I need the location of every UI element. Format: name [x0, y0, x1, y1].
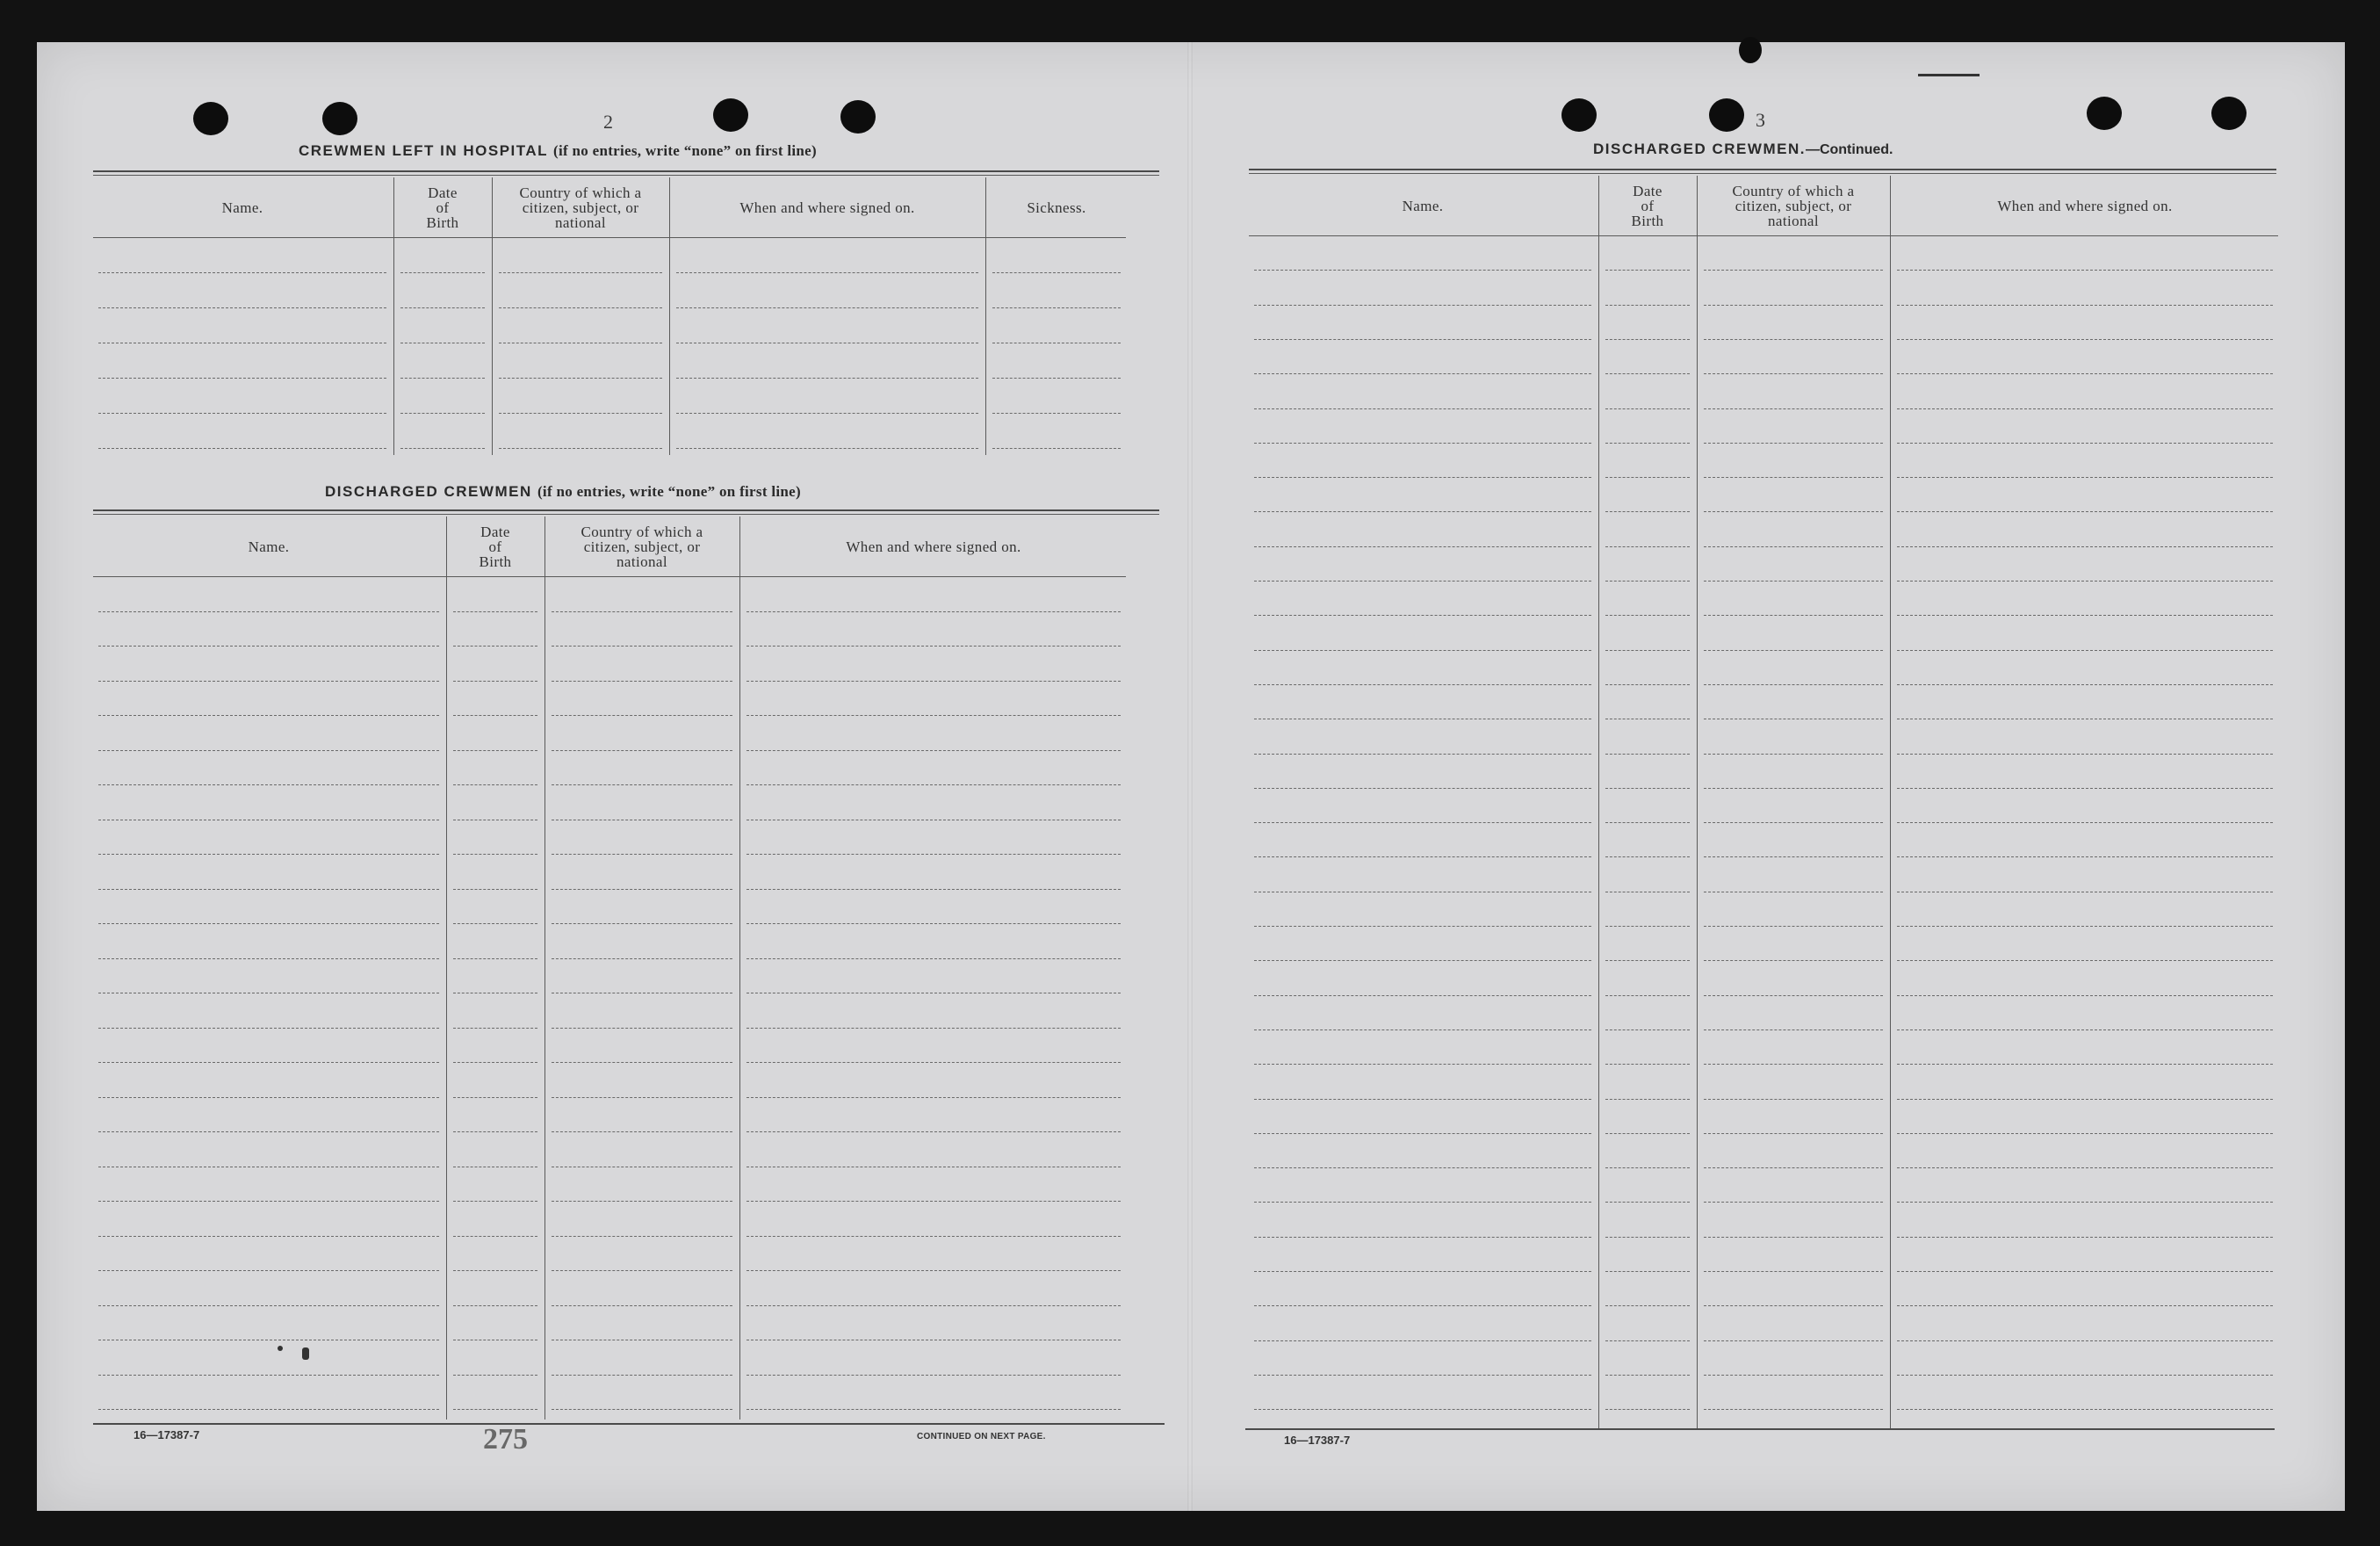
entry-line	[552, 1375, 732, 1376]
entry-line	[453, 1236, 537, 1237]
entry-line	[1605, 1133, 1690, 1134]
entry-line	[1897, 822, 2273, 823]
entry-line	[992, 413, 1121, 414]
entry-line	[1254, 1202, 1591, 1203]
entry-line	[1704, 960, 1883, 961]
entry-line	[1605, 1271, 1690, 1272]
entry-line	[1605, 408, 1690, 409]
entry-line	[499, 448, 662, 449]
entry-line	[1254, 511, 1591, 512]
entry-line	[400, 413, 485, 414]
entry-line	[1704, 1305, 1883, 1306]
entry-line	[1605, 1029, 1690, 1030]
entry-line	[746, 611, 1121, 612]
entry-line	[1897, 995, 2273, 996]
entry-line	[1605, 960, 1690, 961]
entry-line	[98, 1062, 439, 1063]
entry-line	[1704, 1202, 1883, 1203]
entry-line	[1605, 684, 1690, 685]
entry-line	[1605, 1409, 1690, 1410]
continued-note: CONTINUED ON NEXT PAGE.	[917, 1432, 1046, 1441]
entry-line	[1254, 1167, 1591, 1168]
entry-line	[746, 715, 1121, 716]
entry-line	[746, 1409, 1121, 1410]
entry-line	[746, 889, 1121, 890]
entry-line	[746, 646, 1121, 647]
entry-line	[1605, 856, 1690, 857]
entry-line	[1897, 581, 2273, 582]
discharged-title-text: DISCHARGED CREWMEN	[325, 483, 532, 500]
entry-line	[1605, 788, 1690, 789]
column-divider	[1697, 176, 1698, 1428]
entry-line	[1254, 1099, 1591, 1100]
column-header: When and where signed on.	[1997, 197, 2173, 214]
entry-line	[1897, 546, 2273, 547]
edge-notch	[1739, 37, 1762, 63]
entry-line	[400, 307, 485, 308]
entry-line	[1254, 477, 1591, 478]
entry-line	[1704, 305, 1883, 306]
entry-line	[1254, 788, 1591, 789]
entry-line	[676, 378, 978, 379]
entry-line	[552, 1131, 732, 1132]
entry-line	[1897, 650, 2273, 651]
entry-line	[98, 378, 386, 379]
entry-line	[453, 611, 537, 612]
entry-line	[1704, 1237, 1883, 1238]
entry-line	[1704, 1133, 1883, 1134]
discharged-section-title	[325, 483, 801, 501]
entry-line	[1254, 1305, 1591, 1306]
entry-line	[1254, 1340, 1591, 1341]
punch-hole	[1561, 98, 1597, 132]
entry-line	[552, 1062, 732, 1063]
entry-line	[1605, 995, 1690, 996]
entry-line	[1704, 684, 1883, 685]
entry-line	[746, 923, 1121, 924]
entry-line	[746, 1028, 1121, 1029]
entry-line	[499, 413, 662, 414]
entry-line	[746, 1097, 1121, 1098]
entry-line	[453, 750, 537, 751]
entry-line	[1605, 373, 1690, 374]
entry-line	[98, 715, 439, 716]
entry-line	[1605, 1202, 1690, 1203]
entry-line	[1254, 926, 1591, 927]
hospital-title-text: CREWMEN LEFT IN HOSPITAL	[299, 142, 548, 159]
entry-line	[1254, 822, 1591, 823]
entry-line	[1254, 615, 1591, 616]
entry-line	[98, 1028, 439, 1029]
entry-line	[453, 1305, 537, 1306]
entry-line	[992, 378, 1121, 379]
entry-line	[1704, 1340, 1883, 1341]
entry-line	[1897, 754, 2273, 755]
entry-line	[1897, 615, 2273, 616]
entry-line	[746, 1375, 1121, 1376]
entry-line	[1605, 1375, 1690, 1376]
column-divider	[985, 177, 986, 455]
entry-line	[1704, 477, 1883, 478]
entry-line	[453, 1097, 537, 1098]
entry-line	[676, 272, 978, 273]
entry-line	[1254, 1029, 1591, 1030]
entry-line	[453, 854, 537, 855]
entry-line	[98, 448, 386, 449]
hospital-section-title	[299, 142, 817, 160]
entry-line	[1254, 408, 1591, 409]
entry-line	[552, 1305, 732, 1306]
punch-hole	[840, 100, 876, 134]
entry-line	[499, 307, 662, 308]
entry-line	[98, 1409, 439, 1410]
entry-line	[1254, 305, 1591, 306]
hospital-title-note: (if no entries, write “none” on first line)	[553, 142, 817, 159]
entry-line	[400, 378, 485, 379]
entry-line	[1254, 443, 1591, 444]
right-title-note: —Continued.	[1805, 142, 1893, 157]
entry-line	[1254, 339, 1591, 340]
entry-line	[746, 681, 1121, 682]
entry-line	[453, 784, 537, 785]
entry-line	[552, 715, 732, 716]
page-number: 3	[1756, 109, 1765, 131]
pen-mark	[1918, 74, 1980, 76]
entry-line	[1704, 1167, 1883, 1168]
left-bottom-rule	[93, 1423, 1165, 1425]
right-top-rule-2	[1249, 173, 2276, 174]
entry-line	[1254, 684, 1591, 685]
entry-line	[1897, 511, 2273, 512]
entry-line	[1897, 1340, 2273, 1341]
entry-line	[552, 889, 732, 890]
entry-line	[98, 1375, 439, 1376]
column-header: Country of which a citizen, subject, or national	[1732, 182, 1855, 229]
entry-line	[1605, 1305, 1690, 1306]
entry-line	[552, 1028, 732, 1029]
column-header: Country of which a citizen, subject, or national	[581, 523, 703, 570]
stamp-number: 275	[483, 1423, 528, 1456]
entry-line	[1704, 546, 1883, 547]
entry-line	[1704, 373, 1883, 374]
entry-line	[1704, 1029, 1883, 1030]
column-header: Name.	[221, 199, 263, 216]
entry-line	[676, 413, 978, 414]
entry-line	[1605, 270, 1690, 271]
entry-line	[1704, 270, 1883, 271]
entry-line	[1704, 581, 1883, 582]
entry-line	[1254, 1064, 1591, 1065]
entry-line	[98, 750, 439, 751]
entry-line	[98, 272, 386, 273]
entry-line	[98, 1201, 439, 1202]
entry-line	[1254, 754, 1591, 755]
entry-line	[1704, 408, 1883, 409]
column-header: Sickness.	[1027, 199, 1086, 216]
punch-hole	[2087, 97, 2122, 130]
entry-line	[1704, 788, 1883, 789]
entry-line	[1605, 1340, 1690, 1341]
entry-line	[1254, 546, 1591, 547]
entry-line	[1254, 960, 1591, 961]
entry-line	[1897, 443, 2273, 444]
entry-line	[453, 1375, 537, 1376]
entry-line	[746, 784, 1121, 785]
entry-line	[1704, 856, 1883, 857]
entry-line	[1704, 1099, 1883, 1100]
entry-line	[98, 958, 439, 959]
entry-line	[1897, 788, 2273, 789]
column-divider	[739, 517, 740, 1420]
entry-line	[1897, 373, 2273, 374]
entry-line	[1897, 270, 2273, 271]
entry-line	[98, 1131, 439, 1132]
column-header: Country of which a citizen, subject, or national	[519, 184, 642, 231]
entry-line	[552, 784, 732, 785]
entry-line	[98, 889, 439, 890]
entry-line	[98, 1305, 439, 1306]
entry-line	[1704, 822, 1883, 823]
entry-line	[552, 611, 732, 612]
entry-line	[453, 646, 537, 647]
column-header: Date of Birth	[426, 184, 459, 231]
entry-line	[1704, 1064, 1883, 1065]
entry-line	[552, 1270, 732, 1271]
entry-line	[98, 646, 439, 647]
entry-line	[552, 1097, 732, 1098]
entry-line	[1605, 511, 1690, 512]
entry-line	[1605, 615, 1690, 616]
right-top-rule	[1249, 169, 2276, 170]
entry-line	[1897, 1167, 2273, 1168]
entry-line	[453, 923, 537, 924]
entry-line	[1704, 443, 1883, 444]
right-title-text: DISCHARGED CREWMEN.	[1593, 141, 1806, 157]
discharged-top-rule	[93, 509, 1159, 511]
entry-line	[1605, 926, 1690, 927]
entry-line	[499, 378, 662, 379]
entry-line	[1704, 995, 1883, 996]
entry-line	[1254, 650, 1591, 651]
entry-line	[1605, 1237, 1690, 1238]
discharged-top-rule-2	[93, 514, 1159, 515]
entry-line	[98, 307, 386, 308]
entry-line	[400, 448, 485, 449]
form-sheet	[37, 42, 2345, 1511]
entry-line	[1897, 305, 2273, 306]
entry-line	[1897, 960, 2273, 961]
entry-line	[746, 1236, 1121, 1237]
column-header: When and where signed on.	[846, 538, 1021, 555]
entry-line	[1897, 1237, 2273, 1238]
entry-line	[1897, 408, 2273, 409]
entry-line	[98, 923, 439, 924]
entry-line	[1897, 1064, 2273, 1065]
punch-hole	[713, 98, 748, 132]
entry-line	[453, 681, 537, 682]
entry-line	[400, 272, 485, 273]
entry-line	[1605, 1099, 1690, 1100]
entry-line	[1897, 477, 2273, 478]
entry-line	[746, 1131, 1121, 1132]
entry-line	[1704, 1409, 1883, 1410]
column-divider	[446, 517, 447, 1420]
entry-line	[552, 1409, 732, 1410]
entry-line	[1605, 822, 1690, 823]
punch-hole	[322, 102, 357, 135]
column-divider	[669, 177, 670, 455]
entry-line	[98, 1097, 439, 1098]
entry-line	[1254, 1133, 1591, 1134]
entry-line	[1605, 1167, 1690, 1168]
entry-line	[992, 307, 1121, 308]
entry-line	[98, 611, 439, 612]
column-header: Date of Birth	[479, 523, 512, 570]
entry-line	[453, 958, 537, 959]
entry-line	[1704, 754, 1883, 755]
entry-line	[1605, 754, 1690, 755]
entry-line	[98, 854, 439, 855]
entry-line	[1254, 1409, 1591, 1410]
entry-line	[1605, 650, 1690, 651]
header-bottom-rule	[93, 237, 1126, 238]
column-header: Name.	[248, 538, 290, 555]
entry-line	[1605, 443, 1690, 444]
entry-line	[1704, 650, 1883, 651]
entry-line	[676, 448, 978, 449]
entry-line	[552, 854, 732, 855]
page-number: 2	[603, 111, 613, 133]
entry-line	[746, 750, 1121, 751]
entry-line	[499, 272, 662, 273]
entry-line	[1605, 339, 1690, 340]
entry-line	[992, 272, 1121, 273]
entry-line	[1254, 995, 1591, 996]
entry-line	[1897, 1271, 2273, 1272]
entry-line	[1605, 546, 1690, 547]
form-code: 16—17387-7	[1284, 1434, 1351, 1447]
punch-hole	[193, 102, 228, 135]
entry-line	[453, 889, 537, 890]
entry-line	[746, 1062, 1121, 1063]
entry-line	[1254, 856, 1591, 857]
entry-line	[746, 854, 1121, 855]
column-divider	[393, 177, 394, 455]
hospital-top-rule	[93, 170, 1159, 172]
entry-line	[453, 1028, 537, 1029]
entry-line	[1897, 1409, 2273, 1410]
entry-line	[1704, 926, 1883, 927]
entry-line	[746, 1270, 1121, 1271]
entry-line	[1254, 1237, 1591, 1238]
entry-line	[552, 1236, 732, 1237]
page-fold	[1187, 42, 1193, 1511]
column-divider	[1890, 176, 1891, 1428]
entry-line	[552, 750, 732, 751]
entry-line	[746, 1201, 1121, 1202]
entry-line	[98, 681, 439, 682]
entry-line	[98, 784, 439, 785]
punch-hole	[2211, 97, 2247, 130]
entry-line	[1897, 1202, 2273, 1203]
entry-line	[1605, 305, 1690, 306]
entry-line	[552, 681, 732, 682]
entry-line	[1254, 1271, 1591, 1272]
entry-line	[1254, 1375, 1591, 1376]
entry-line	[98, 1236, 439, 1237]
entry-line	[1897, 339, 2273, 340]
entry-line	[552, 1201, 732, 1202]
column-divider	[492, 177, 493, 455]
entry-line	[992, 448, 1121, 449]
entry-line	[1897, 1305, 2273, 1306]
header-bottom-rule	[93, 576, 1126, 577]
entry-line	[98, 1270, 439, 1271]
entry-line	[453, 1201, 537, 1202]
entry-line	[1897, 1375, 2273, 1376]
entry-line	[1897, 1029, 2273, 1030]
punch-hole	[1709, 98, 1744, 132]
entry-line	[552, 646, 732, 647]
ink-mark	[302, 1347, 309, 1360]
entry-line	[1704, 1271, 1883, 1272]
entry-line	[1254, 270, 1591, 271]
entry-line	[1897, 856, 2273, 857]
entry-line	[1254, 373, 1591, 374]
entry-line	[1897, 926, 2273, 927]
column-header: Name.	[1402, 197, 1444, 214]
entry-line	[1605, 1064, 1690, 1065]
form-code: 16—17387-7	[133, 1428, 200, 1441]
discharged-title-note: (if no entries, write “none” on first line)	[537, 483, 801, 500]
entry-line	[453, 1131, 537, 1132]
entry-line	[1605, 581, 1690, 582]
entry-line	[1254, 581, 1591, 582]
entry-line	[746, 1305, 1121, 1306]
entry-line	[676, 307, 978, 308]
entry-line	[552, 923, 732, 924]
entry-line	[552, 958, 732, 959]
entry-line	[453, 1062, 537, 1063]
entry-line	[1704, 339, 1883, 340]
entry-line	[98, 413, 386, 414]
entry-line	[1704, 615, 1883, 616]
ink-dot	[278, 1346, 283, 1351]
entry-line	[453, 715, 537, 716]
header-bottom-rule	[1249, 235, 2278, 236]
entry-line	[1897, 684, 2273, 685]
entry-line	[1897, 1099, 2273, 1100]
entry-line	[453, 1409, 537, 1410]
entry-line	[1704, 1375, 1883, 1376]
entry-line	[1605, 477, 1690, 478]
entry-line	[1897, 1133, 2273, 1134]
right-bottom-rule	[1245, 1428, 2275, 1430]
column-header: Date of Birth	[1631, 182, 1664, 229]
entry-line	[746, 958, 1121, 959]
entry-line	[453, 1270, 537, 1271]
column-header: When and where signed on.	[739, 199, 915, 216]
entry-line	[1704, 511, 1883, 512]
right-section-title	[1593, 141, 1893, 158]
column-divider	[1598, 176, 1599, 1428]
hospital-top-rule-2	[93, 175, 1159, 176]
